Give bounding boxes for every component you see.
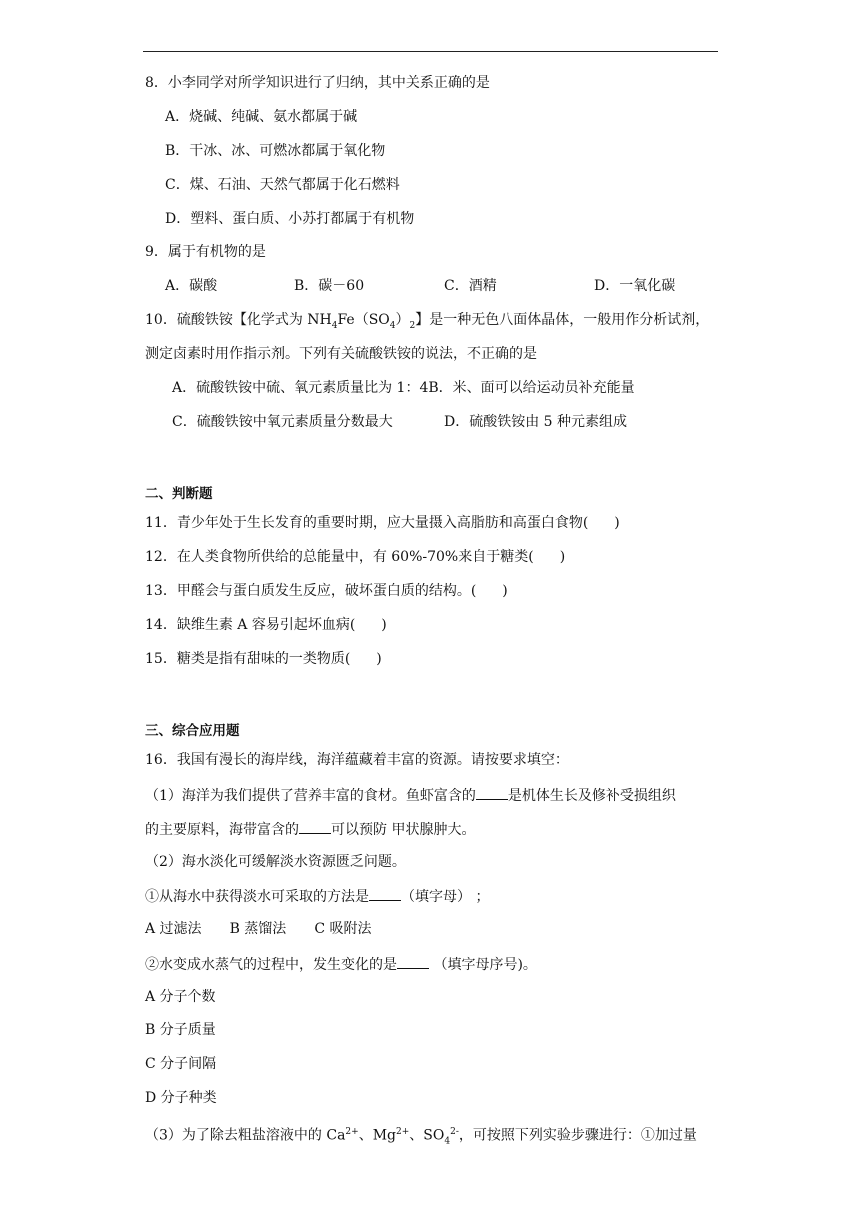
- answer-blank[interactable]: [476, 785, 508, 800]
- question-12: 12．在人类食物所供给的总能量中，有 60%-70%来自于糖类( ): [145, 549, 566, 565]
- option-d: D 分子种类: [145, 1090, 217, 1106]
- question-16-part2: （2）海水淡化可缓解淡水资源匮乏问题。: [145, 854, 406, 870]
- question-9-option-d: D．一氧化碳: [594, 278, 676, 294]
- header-rule: [143, 51, 718, 52]
- question-16-stem: 16．我国有漫长的海岸线，海洋蕴藏着丰富的资源。请按要求填空：: [145, 752, 569, 768]
- question-10-stem-line2: 测定卤素时用作指示剂。下列有关硫酸铁铵的说法，不正确的是: [145, 346, 537, 362]
- question-9-option-b: B．碳－60: [294, 278, 365, 294]
- question-8-stem: 8．小李同学对所学知识进行了归纳，其中关系正确的是: [145, 75, 490, 91]
- question-15: 15．糖类是指有甜味的一类物质( ): [145, 651, 382, 667]
- question-8-option-b: B．干冰、冰、可燃冰都属于氧化物: [165, 143, 386, 159]
- question-10-stem: 10．硫酸铁铵【化学式为 $NH_4Fe(SO_4)_2$】是一种无色八面体晶体，一般用作分析试剂，: [145, 312, 710, 331]
- question-16-part2-2: ②水变成水蒸气的过程中，发生变化的是 （填字母序号)。: [145, 954, 537, 974]
- question-8-option-c: C．煤、石油、天然气都属于化石燃料: [165, 177, 400, 193]
- question-11: 11．青少年处于生长发育的重要时期，应大量摄入高脂肪和高蛋白食物( ): [145, 515, 620, 531]
- question-16-part2-1-options: A 过滤法 B 蒸馏法 C 吸附法: [145, 921, 372, 937]
- question-10-option-c: C．硫酸铁铵中氧元素质量分数最大: [172, 414, 393, 430]
- question-16-part2-1: ①从海水中获得淡水可采取的方法是 （填字母） ；: [145, 886, 489, 906]
- option-c: C 分子间隔: [145, 1056, 217, 1072]
- question-14: 14．缺维生素 A 容易引起坏血病( ): [145, 617, 387, 633]
- question-10-option-d: D．硫酸铁铵由 5 种元素组成: [444, 414, 628, 430]
- question-8-option-a: A．烧碱、纯碱、氨水都属于碱: [165, 109, 358, 125]
- question-16-part1-line2: 的主要原料，海带富含的 可以预防 甲状腺肿大。: [145, 819, 475, 839]
- question-16-part1-line1: （1）海洋为我们提供了营养丰富的食材。鱼虾富含的 是机体生长及修补受损组织: [145, 785, 676, 805]
- answer-blank[interactable]: [299, 819, 331, 834]
- answer-blank[interactable]: [397, 954, 429, 969]
- option-a: A 分子个数: [145, 989, 216, 1005]
- question-9-stem: 9．属于有机物的是: [145, 244, 266, 260]
- question-16-part3: （3）为了除去粗盐溶液中的 $Ca^{2+}$、$Mg^{2+}$、$SO_4^{2-}$，可按照下列实验步骤进行：①加过量: [145, 1127, 697, 1147]
- section-2-title: 二、判断题: [145, 486, 213, 502]
- question-13: 13．甲醛会与蛋白质发生反应，破坏蛋白质的结构。( ): [145, 583, 508, 599]
- question-10-option-ab: A．硫酸铁铵中硫、氧元素质量比为 1：4B．米、面可以给运动员补充能量: [172, 380, 635, 396]
- question-8-option-d: D．塑料、蛋白质、小苏打都属于有机物: [165, 211, 415, 227]
- question-9-option-a: A．碳酸: [165, 278, 218, 294]
- answer-blank[interactable]: [369, 886, 401, 901]
- question-9-option-c: C．酒精: [444, 278, 497, 294]
- option-b: B 分子质量: [145, 1022, 216, 1038]
- section-3-title: 三、综合应用题: [145, 723, 240, 739]
